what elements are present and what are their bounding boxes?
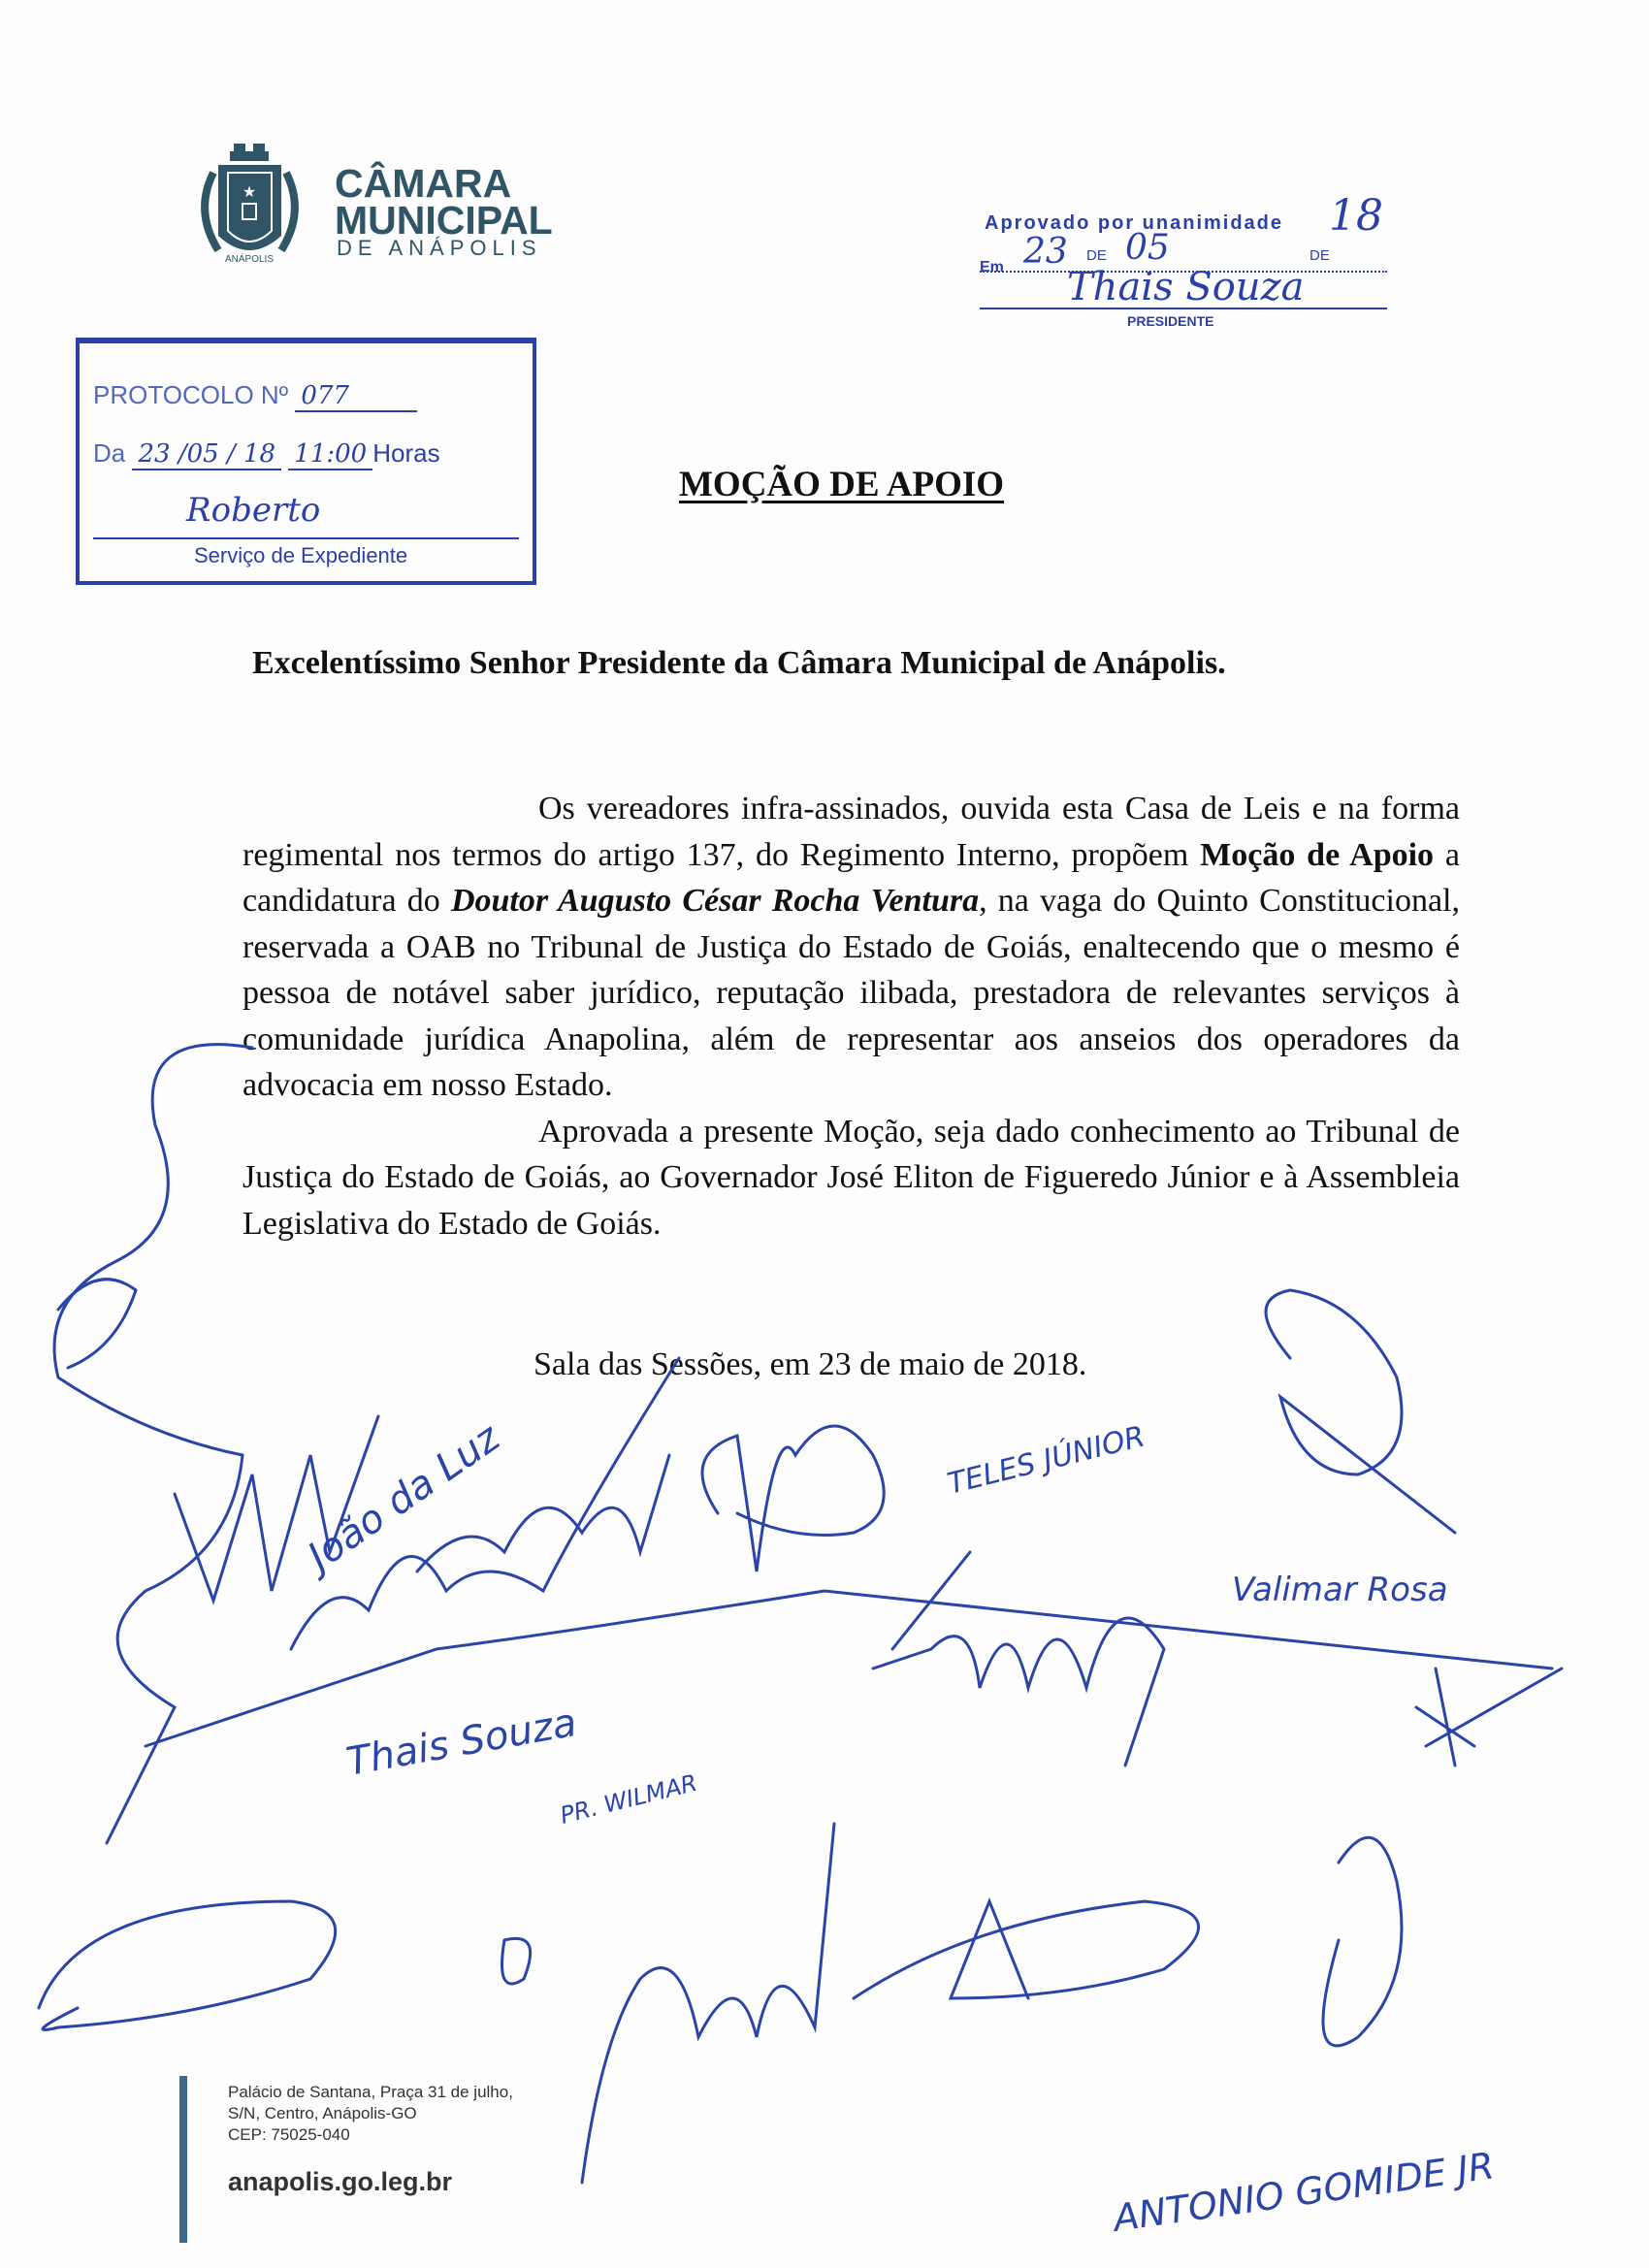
signature-name-antonio: ANTONIO GOMIDE JR	[1111, 2144, 1497, 2240]
signature-scribble	[58, 1280, 136, 1368]
signature-scribble	[146, 1591, 1552, 1746]
document-title: MOÇÃO DE APOIO	[679, 465, 1005, 504]
svg-text:ANÁPOLIS: ANÁPOLIS	[224, 254, 275, 265]
closing-date: Sala das Sessões, em 23 de maio de 2018.	[534, 1346, 1087, 1382]
letterhead-line3: DE ANÁPOLIS	[337, 236, 542, 260]
president-signature: Thais Souza	[1067, 265, 1305, 309]
paragraph-1: Os vereadores infra-assinados, ouvida esta Casa de Leis e na forma regimental nos termos do artigo 137, do Regimento Interno, propõem Moção de Apoio a candidatura do Doutor Augusto César Rocha Ventura, na vaga do Quinto Constitucional, reservada a OAB no Tribunal de Justiça do Estado de Goiás, enaltecendo que o mesmo é pessoa de notável saber jurídico, reputação ilibada, prestadora de relevantes serviços à comunidade jurídica Anapolina, além de representar aos anseios dos operadores da advocacia em nosso Estado.	[242, 791, 1461, 1103]
approval-text: Aprovado por unanimidade	[985, 212, 1284, 234]
approval-stamp: Aprovado por unanimidade 18 Em 23 DE 05 DE Thais Souza PRESIDENTE	[980, 199, 1397, 344]
signature-scribble	[1416, 1669, 1562, 1766]
signature-scribble	[854, 1901, 1199, 1998]
signature-scribble	[39, 1901, 336, 2030]
salutation: Excelentíssimo Senhor Presidente da Câmara Municipal de Anápolis.	[252, 645, 1226, 681]
protocol-time: 11:00	[288, 439, 372, 470]
signature-scribble	[1266, 1290, 1455, 1533]
signature-name-thais: Thais Souza	[342, 1700, 580, 1785]
paragraph-2: Aprovada a presente Moção, seja dado conhecimento ao Tribunal de Justiça do Estado de Goiás, ao Governador José Eliton de Figueredo Júnior e à Assembleia Legislativa do Estado de Goiás.	[242, 1113, 1460, 1242]
signature-name-valimar: Valimar Rosa	[1232, 1571, 1448, 1609]
letterhead-line2: MUNICIPAL	[335, 198, 553, 243]
protocol-department: Serviço de Expediente	[194, 543, 408, 567]
protocol-date: 23 /05 / 18	[132, 439, 281, 470]
protocol-signature: Roberto	[186, 491, 321, 530]
footer-address-2: S/N, Centro, Anápolis-GO	[228, 2104, 417, 2122]
signature-scribble	[54, 1045, 252, 1843]
signature-scribble	[582, 1824, 834, 2183]
footer-website-link[interactable]: anapolis.go.leg.br	[228, 2167, 453, 2196]
letterhead-line1: CÂMARA	[335, 161, 512, 206]
protocol-stamp: PROTOCOLO Nº 077 Da 23 /05 / 18 11:00 Horas Roberto Serviço de Expediente	[76, 338, 536, 585]
signature-scribble	[873, 1552, 1164, 1766]
footer-cep: CEP: 75025-040	[228, 2125, 350, 2144]
signature-scribble	[702, 1426, 884, 1571]
svg-text:★: ★	[242, 184, 257, 201]
signature-scribble	[291, 1358, 679, 1649]
signature-name-wilmar: PR. WILMAR	[557, 1768, 700, 1830]
signature-name-teles: TELES JÚNIOR	[944, 1419, 1148, 1502]
signature-scribble	[1323, 1837, 1402, 2046]
footer-address-1: Palácio de Santana, Praça 31 de julho,	[228, 2083, 513, 2101]
signature-scribble	[502, 1938, 531, 1984]
signature-name-joao: João da Luz	[300, 1415, 508, 1580]
footer-accent-bar	[179, 2076, 187, 2243]
protocol-number: 077	[295, 381, 417, 412]
